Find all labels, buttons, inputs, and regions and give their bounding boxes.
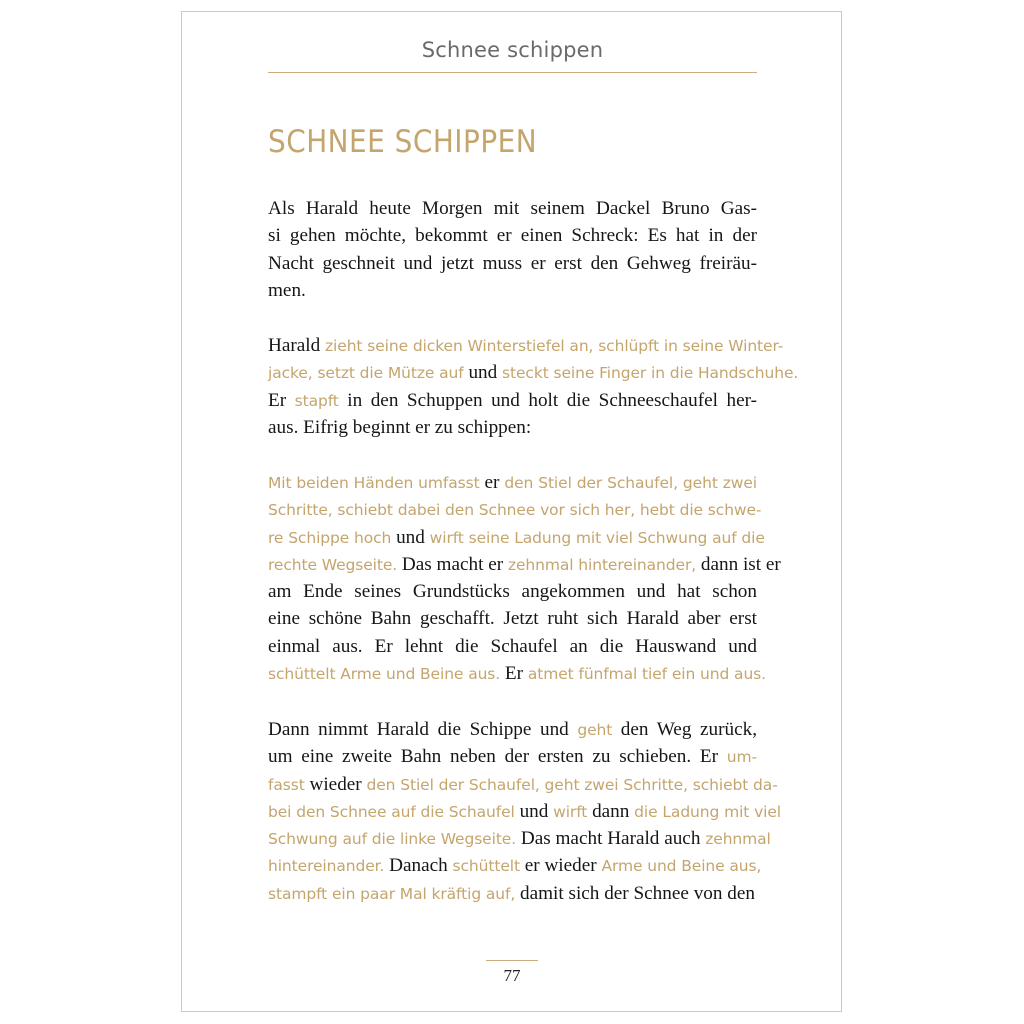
text-line [268,387,757,414]
text-segment: er [479,472,505,493]
highlighted-instruction: stapft [294,391,339,410]
text-segment: Als Harald heute Morgen mit seinem Dackel Bruno Gas- [268,198,757,219]
text-line [268,277,757,304]
text-line [268,578,757,605]
paragraph-4 [268,716,781,907]
text-line [268,250,757,277]
paragraph-2 [268,332,799,441]
highlighted-instruction: zieht seine dicken Winterstiefel an, schlüpft in seine Winter- [325,337,784,355]
text-segment: um eine zweite Bahn neben der ersten zu schieben. Er [268,746,727,768]
highlighted-instruction: zehnmal [705,830,771,849]
text-line [268,359,799,386]
text-segment: den Weg zurück, [612,719,757,740]
highlighted-instruction: um- [726,748,757,767]
highlighted-instruction: atmet fünfmal tief ein und aus. [527,665,766,684]
text-line [268,195,757,222]
header-rule [268,72,757,73]
text-line [268,551,781,578]
highlighted-instruction: den Stiel der Schaufel, geht zwei [504,474,758,492]
highlighted-instruction: wirft [553,802,588,821]
text-line [268,880,757,907]
text-line [268,222,757,249]
highlighted-instruction: schüttelt Arme und Beine aus. [268,665,501,684]
highlighted-instruction: Mit beiden Händen umfasst [268,474,480,492]
page-number: 77 [503,966,521,985]
highlighted-instruction: geht [577,721,613,739]
text-line [268,852,762,879]
text-segment: dann ist er [696,553,781,575]
text-line [268,633,757,660]
text-segment: er wieder [519,855,602,877]
highlighted-instruction: re Schippe hoch [268,528,392,547]
text-segment: Er [268,389,295,411]
text-segment: Harald [268,335,326,356]
text-segment: und [514,800,554,822]
text-line [268,771,778,798]
text-line [268,332,784,359]
text-line [268,825,771,852]
text-segment: Dann nimmt Harald die Schippe und [268,719,578,740]
text-segment: einmal aus. Er lehnt die Schaufel an die Hauswand und [268,635,757,657]
footer-rule [486,960,538,961]
highlighted-instruction: steckt seine Finger in die Handschuhe. [502,364,799,383]
text-segment: Nacht geschneit und jetzt muss er erst den Gehweg freiräu- [268,252,757,274]
highlighted-instruction: den Stiel der Schaufel, geht zwei Schritte, schiebt da- [366,775,778,794]
highlighted-instruction: fasst [268,775,305,794]
text-line [268,496,762,523]
running-head: Schnee schippen [421,38,604,62]
text-segment: dann [587,800,635,822]
text-segment: Das macht er [397,553,508,575]
chapter-title: SCHNEE SCHIPPEN [268,124,538,160]
text-segment: Er [500,663,528,685]
highlighted-instruction: Arme und Beine aus, [601,857,762,876]
text-line [268,743,757,770]
text-segment: damit sich der Schnee von den [515,882,755,904]
text-segment: Das macht Harald auch [516,828,706,850]
text-segment: und [391,526,430,548]
text-line [268,524,765,551]
highlighted-instruction: rechte Wegseite. [268,555,398,574]
text-line [268,716,757,743]
text-segment: und [463,362,503,384]
text-line [268,660,766,687]
paragraph-3 [268,469,781,687]
text-segment: in den Schuppen und holt die Schneeschaufel her- [338,389,757,411]
highlighted-instruction: Schwung auf die linke Wegseite. [268,830,517,849]
text-segment: men. [268,279,306,301]
highlighted-instruction: die Ladung mit viel [634,802,781,821]
text-segment: aus. Eifrig beginnt er zu schippen: [268,416,532,438]
text-segment: si gehen möchte, bekommt er einen Schreck: Es hat in der [268,225,757,247]
highlighted-instruction: bei den Schnee auf die Schaufel [268,802,515,821]
text-line [268,798,781,825]
text-segment: am Ende seines Grundstücks angekommen und hat schon [268,581,757,603]
text-line [268,414,757,441]
highlighted-instruction: jacke, setzt die Mütze auf [268,364,464,383]
text-segment: wieder [304,773,367,795]
highlighted-instruction: stampft ein paar Mal kräftig auf, [268,884,516,903]
highlighted-instruction: hintereinander. [268,857,385,876]
paragraph-1 [268,195,757,304]
highlighted-instruction: zehnmal hintereinander, [507,555,697,574]
highlighted-instruction: wirft seine Ladung mit viel Schwung auf die [429,528,765,547]
highlighted-instruction: Schritte, schiebt dabei den Schnee vor sich her, hebt die schwe- [268,501,762,520]
highlighted-instruction: schüttelt [452,857,520,876]
text-segment: eine schöne Bahn geschafft. Jetzt ruht sich Harald aber erst [268,608,757,630]
text-line [268,469,757,496]
text-line [268,605,757,632]
text-segment: Danach [384,855,453,877]
